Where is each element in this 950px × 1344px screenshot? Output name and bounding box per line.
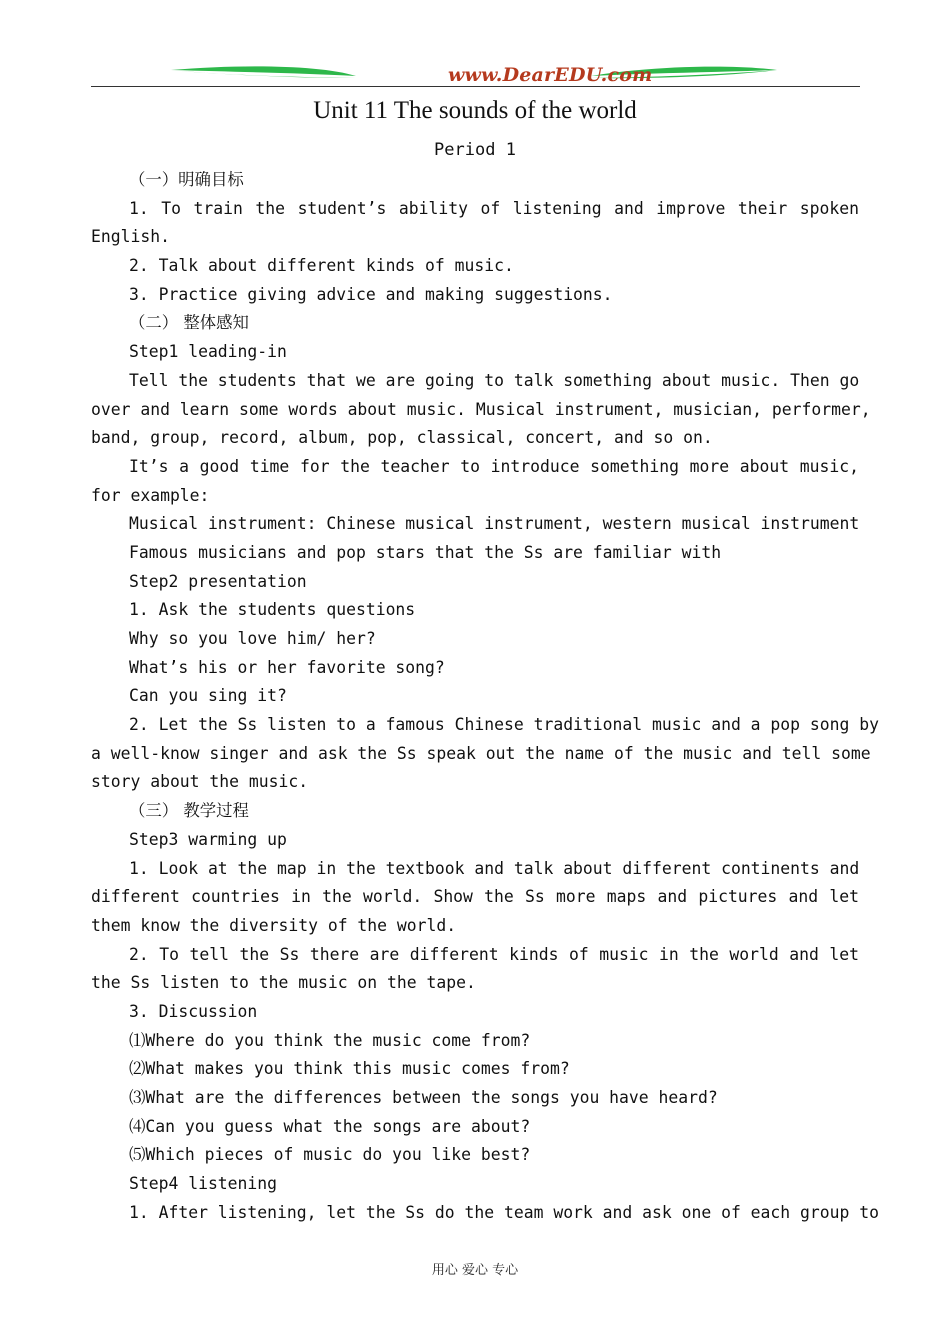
body-line: Musical instrument: Chinese musical instrument, western musical instrument [129,514,860,534]
body-line: English. [91,227,170,247]
body-line: ⑶What are the differences between the songs you have heard? [129,1088,718,1107]
body-line: Step4 listening [129,1174,278,1194]
body-line: Famous musicians and pop stars that the Ss are familiar with [129,542,722,562]
body-line: 1. After listening, let the Ss do the team work and ask one of each group to [129,1202,879,1222]
body-line: 1. Look at the map in the textbook and talk about different continents and [129,858,860,878]
body-line: Step2 presentation [129,571,307,591]
body-line: 2. Talk about different kinds of music. [129,256,514,276]
page-header [91,62,860,90]
header-rule [91,86,860,87]
body-line: （三） 教学过程 [129,801,249,821]
body-line: What’s his or her favorite song? [129,657,445,677]
document-title: Unit 11 The sounds of the world [313,97,637,124]
body-line: different countries in the world. Show the Ss more maps and pictures and let [91,887,859,907]
body-line: band, group, record, album, pop, classical, concert, and so on. [91,428,713,448]
body-line: It’s a good time for the teacher to introduce something more about music, [129,456,859,476]
body-line: Why so you love him/ her? [129,629,376,648]
body-line: Tell the students that we are going to talk something about music. Then go [129,370,860,390]
document-body [91,166,879,1227]
body-line: the Ss listen to the music on the tape. [91,973,476,993]
body-line: for example: [91,485,210,505]
body-line: story about the music. [91,772,309,792]
body-line: Step3 warming up [129,829,287,849]
body-line: （二） 整体感知 [129,313,249,333]
body-line: a well-know singer and ask the Ss speak out the name of the music and tell some [91,743,871,763]
body-line: 2. Let the Ss listen to a famous Chinese traditional music and a pop song by [129,715,879,735]
body-line: Step1 leading-in [129,342,287,362]
body-line: ⑸Which pieces of music do you like best? [129,1145,531,1165]
body-line: Can you sing it? [129,686,287,706]
body-line: 3. Discussion [129,1001,258,1021]
body-line: 1. Ask the students questions [129,600,416,620]
document-subtitle: Period 1 [434,140,516,160]
body-line: 1. To train the student’s ability of listening and improve their spoken [129,198,859,218]
body-line: ⑵What makes you think this music comes from? [129,1059,570,1079]
body-line: 2. To tell the Ss there are different kinds of music in the world and let [129,944,859,964]
body-line: them know the diversity of the world. [91,915,457,935]
body-line: ⑴Where do you think the music come from? [129,1030,531,1050]
site-logo-text: www.DearEDU.com [448,64,653,86]
body-line: （一）明确目标 [129,170,244,189]
body-line: 3. Practice giving advice and making suggestions. [129,284,613,304]
page-footer: 用心 爱心 专心 [431,1263,519,1278]
body-line: ⑷Can you guess what the songs are about? [129,1116,531,1136]
body-line: over and learn some words about music. Musical instrument, musician, performer, [91,399,871,419]
